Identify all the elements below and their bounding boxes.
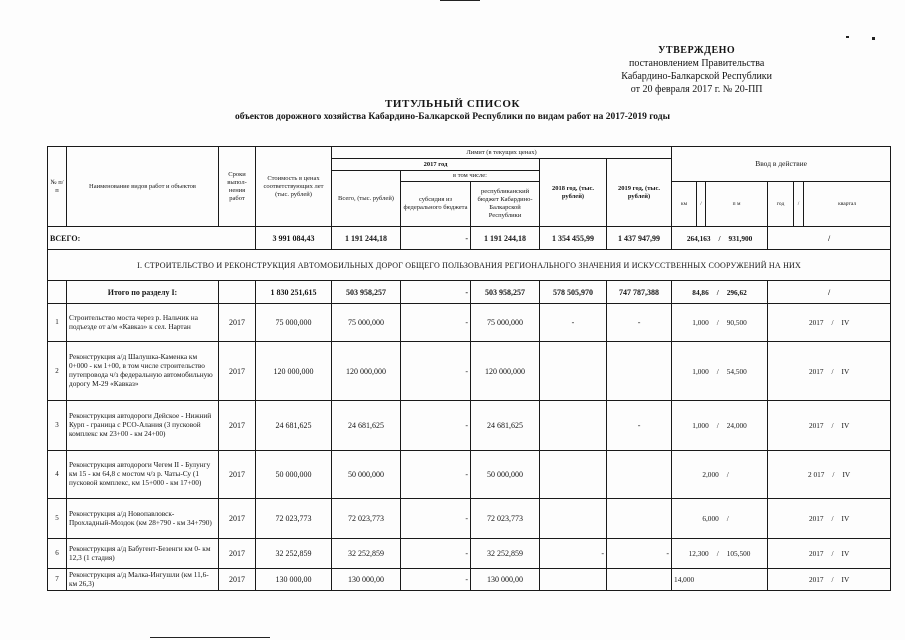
- row-federal: -: [401, 539, 471, 569]
- row-year-quarter: [768, 539, 891, 569]
- col-header-republic: республиканский бюджет Кабардино- Балкарской Республики: [471, 182, 540, 227]
- header-row: [48, 147, 891, 159]
- slash: /: [716, 366, 719, 376]
- title-subtitle: объектов дорожного хозяйства Кабардино-Балкарской Республики по видам работ на 2017-2019 годы: [234, 112, 671, 122]
- row-republic: 120 000,000: [471, 342, 540, 401]
- row-num: 7: [48, 569, 67, 591]
- row-total: 75 000,000: [332, 304, 401, 342]
- section-total-sum: 503 958,257: [332, 281, 401, 304]
- row-2019: [607, 451, 672, 499]
- row-republic: 72 023,773: [471, 499, 540, 539]
- col-header-2019: 2019 год, (тыс. рублей): [607, 159, 672, 227]
- section-total-2018: 578 505,970: [540, 281, 607, 304]
- col-header-total: Всего, (тыс. рублей): [332, 171, 401, 227]
- row-total: 72 023,773: [332, 499, 401, 539]
- row-2019: -: [607, 539, 672, 569]
- section-total-2019: 747 787,388: [607, 281, 672, 304]
- row-republic: 32 252,859: [471, 539, 540, 569]
- table-row: [48, 539, 891, 569]
- row-quarter: IV: [841, 549, 850, 558]
- row-total: 130 000,00: [332, 569, 401, 591]
- section-row: [48, 250, 891, 281]
- slash: /: [726, 514, 729, 523]
- row-name: Реконструкция а/д Новопавловск-Прохладный-Моздок (км 28+790 - км 34+790): [67, 499, 219, 539]
- row-cost: 120 000,000: [256, 342, 332, 401]
- slash: /: [718, 233, 721, 243]
- section-total-km: 84,86: [692, 287, 709, 297]
- row-name: Реконструкция а/д Шалушка-Каменка км 0+000 - км 1+00, в том числе строительство путепровода ч/з федеральную автомобильную дорогу М-29 «Кавказ»: [67, 342, 219, 401]
- row-km-pm: [672, 539, 768, 569]
- row-republic: 130 000,00: [471, 569, 540, 591]
- row-total: 120 000,000: [332, 342, 401, 401]
- table-row: [48, 342, 891, 401]
- row-pm: 54,500: [726, 366, 747, 376]
- section-total-label: Итого по разделу I:: [67, 281, 219, 304]
- row-name: Реконструкция а/д Малка-Ингушли (км 11,6- км 26,3): [67, 569, 219, 591]
- scan-edge-mark: [150, 637, 270, 638]
- row-2018: -: [540, 304, 607, 342]
- row-num: 5: [48, 499, 67, 539]
- slash: /: [832, 470, 835, 479]
- row-2018: [540, 451, 607, 499]
- section-total-pm: 296,62: [726, 287, 747, 297]
- col-header-slash: /: [794, 182, 804, 227]
- table-row: [48, 401, 891, 451]
- row-federal: -: [401, 304, 471, 342]
- approval-line: постановлением Правительства: [629, 58, 765, 69]
- col-header-num: № п/п: [48, 147, 67, 227]
- row-2018: [540, 499, 607, 539]
- col-header-year: год: [768, 182, 794, 227]
- grand-total-km: 264,163: [686, 233, 711, 243]
- row-period: 2017: [219, 451, 256, 499]
- col-header-pm: п м: [706, 182, 768, 227]
- row-pm: 105,500: [726, 549, 751, 558]
- row-federal: -: [401, 499, 471, 539]
- document-title: [0, 98, 905, 122]
- row-2019: [607, 569, 672, 591]
- row-year: 2017: [808, 366, 824, 376]
- slash: /: [716, 287, 719, 297]
- row-year-quarter: [768, 342, 891, 401]
- grand-total-federal: -: [401, 227, 471, 250]
- row-period: 2017: [219, 499, 256, 539]
- col-header-quarter: квартал: [804, 182, 891, 227]
- row-cost: 32 252,859: [256, 539, 332, 569]
- row-quarter: IV: [841, 421, 850, 430]
- row-km: 1,000: [692, 318, 709, 327]
- row-2018: [540, 569, 607, 591]
- row-cost: 130 000,00: [256, 569, 332, 591]
- row-quarter: IV: [841, 575, 850, 584]
- row-2019: -: [607, 304, 672, 342]
- row-total: 32 252,859: [332, 539, 401, 569]
- slash: /: [831, 549, 834, 558]
- approval-heading: УТВЕРЖДЕНО: [658, 45, 736, 56]
- row-year-quarter: [768, 569, 891, 591]
- table-row: [48, 451, 891, 499]
- row-quarter: IV: [841, 366, 850, 376]
- col-header-km: км: [672, 182, 697, 227]
- row-name: Реконструкция а/д Бабугент-Безенги км 0- км 12,3 (1 стадия): [67, 539, 219, 569]
- row-name: Реконструкция автодороги Чегем II - Булунгу км 15 - км 64,8 с мостом ч/з р. Чаты-Су (1 пусковой комплекс, км 15+000 - км 17+00): [67, 451, 219, 499]
- row-2018: -: [540, 539, 607, 569]
- grand-total-2019: 1 437 947,99: [607, 227, 672, 250]
- row-period: 2017: [219, 304, 256, 342]
- row-2019: -: [607, 401, 672, 451]
- slash: /: [831, 575, 834, 584]
- row-year: 2017: [808, 549, 824, 558]
- grand-total-republic: 1 191 244,18: [471, 227, 540, 250]
- section-total-km-pm: [672, 281, 768, 304]
- row-km: 6,000: [702, 514, 719, 523]
- row-federal: -: [401, 342, 471, 401]
- grand-total-2018: 1 354 455,99: [540, 227, 607, 250]
- row-federal: -: [401, 569, 471, 591]
- col-header-slash: /: [697, 182, 706, 227]
- row-federal: -: [401, 451, 471, 499]
- row-year: 2 017: [808, 470, 825, 479]
- row-year-quarter: [768, 304, 891, 342]
- grand-total-label: ВСЕГО:: [48, 227, 256, 250]
- slash: /: [716, 318, 719, 327]
- row-num: 6: [48, 539, 67, 569]
- row-num: 4: [48, 451, 67, 499]
- row-cost: 75 000,000: [256, 304, 332, 342]
- row-year: 2017: [808, 318, 824, 327]
- row-republic: 24 681,625: [471, 401, 540, 451]
- row-km-pm: [672, 304, 768, 342]
- row-num: 3: [48, 401, 67, 451]
- row-period: 2017: [219, 401, 256, 451]
- row-pm: 90,500: [726, 318, 747, 327]
- row-km: 2,000: [702, 470, 719, 479]
- row-name: Строительство моста через р. Нальчик на подъезде от а/м «Кавказ» к сел. Нартан: [67, 304, 219, 342]
- table-row: [48, 499, 891, 539]
- col-header-cost: Стоимость в ценах соответствующих лет (тыс. рублей): [256, 147, 332, 227]
- section-total-cost: 1 830 251,615: [256, 281, 332, 304]
- row-year-quarter: [768, 401, 891, 451]
- row-year-quarter: [768, 451, 891, 499]
- row-name: Реконструкция автодороги Дейское - Нижний Курп - граница с РСО-Алания (3 пусковой комплекс км 23+00 - км 24+00): [67, 401, 219, 451]
- section-total-republic: 503 958,257: [471, 281, 540, 304]
- row-km: 1,000: [692, 366, 709, 376]
- row-km-pm: [672, 499, 768, 539]
- row-km-pm: [672, 342, 768, 401]
- col-header-limit: Лимит (в текущих ценах): [332, 147, 672, 159]
- section-total-year-quarter: /: [768, 281, 891, 304]
- grand-total-pm: 931,900: [728, 233, 753, 243]
- row-km-pm: [672, 569, 768, 591]
- slash: /: [716, 549, 719, 558]
- row-cost: 50 000,000: [256, 451, 332, 499]
- row-cost: 24 681,625: [256, 401, 332, 451]
- row-2018: [540, 342, 607, 401]
- col-header-period: Сроки выпол- нения работ: [219, 147, 256, 227]
- row-2019: [607, 342, 672, 401]
- row-2018: [540, 401, 607, 451]
- section-title: I. СТРОИТЕЛЬСТВО И РЕКОНСТРУКЦИЯ АВТОМОБИЛЬНЫХ ДОРОГ ОБЩЕГО ПОЛЬЗОВАНИЯ РЕГИОНАЛЬНОГО ЗНАЧЕНИЯ И ИСКУССТВЕННЫХ СООРУЖЕНИЙ НА НИХ: [48, 250, 891, 281]
- table-row: [48, 304, 891, 342]
- row-year: 2017: [808, 514, 824, 523]
- slash: /: [831, 514, 834, 523]
- row-year: 2017: [808, 421, 824, 430]
- row-km: 14,000: [674, 575, 695, 584]
- grand-total-km-pm: [672, 227, 768, 250]
- row-cost: 72 023,773: [256, 499, 332, 539]
- row-2019: [607, 499, 672, 539]
- row-km: 1,000: [692, 421, 709, 430]
- approval-line: Кабардино-Балкарской Республики: [621, 71, 772, 82]
- slash: /: [831, 366, 834, 376]
- grand-total-cost: 3 991 084,43: [256, 227, 332, 250]
- grand-total-year-quarter: /: [768, 227, 891, 250]
- section-total-federal: -: [401, 281, 471, 304]
- col-header-2017: 2017 год: [332, 159, 540, 171]
- col-header-federal: субсидия из федерального бюджета: [401, 182, 471, 227]
- grand-total-row: [48, 227, 891, 250]
- row-total: 24 681,625: [332, 401, 401, 451]
- row-quarter: IV: [841, 514, 850, 523]
- title-main: ТИТУЛЬНЫЙ СПИСОК: [384, 98, 521, 110]
- row-km-pm: [672, 401, 768, 451]
- row-period: 2017: [219, 342, 256, 401]
- row-republic: 75 000,000: [471, 304, 540, 342]
- row-year: 2017: [808, 575, 824, 584]
- slash: /: [831, 318, 834, 327]
- col-header-incl: в том числе:: [401, 171, 540, 182]
- row-republic: 50 000,000: [471, 451, 540, 499]
- row-federal: -: [401, 401, 471, 451]
- title-list-table: [47, 146, 891, 591]
- col-header-commission: Ввод в действие: [672, 147, 891, 182]
- row-year-quarter: [768, 499, 891, 539]
- row-quarter: IV: [842, 470, 851, 479]
- grand-total-sum: 1 191 244,18: [332, 227, 401, 250]
- row-period: 2017: [219, 539, 256, 569]
- row-quarter: IV: [841, 318, 850, 327]
- col-header-2018: 2018 год, (тыс. рублей): [540, 159, 607, 227]
- approval-block: [621, 44, 772, 96]
- row-period: 2017: [219, 569, 256, 591]
- row-total: 50 000,000: [332, 451, 401, 499]
- section-total-row: [48, 281, 891, 304]
- col-header-name: Наименование видов работ и объектов: [67, 147, 219, 227]
- slash: /: [831, 421, 834, 430]
- table-row: [48, 569, 891, 591]
- scan-edge-mark: [440, 0, 480, 1]
- row-num: 2: [48, 342, 67, 401]
- scan-speck: [872, 37, 875, 40]
- row-num: 1: [48, 304, 67, 342]
- row-km: 12,300: [688, 549, 709, 558]
- slash: /: [716, 421, 719, 430]
- row-km-pm: [672, 451, 768, 499]
- scan-speck: [846, 36, 849, 38]
- slash: /: [726, 470, 729, 479]
- row-pm: 24,000: [726, 421, 747, 430]
- approval-line: от 20 февраля 2017 г. № 20-ПП: [630, 84, 763, 95]
